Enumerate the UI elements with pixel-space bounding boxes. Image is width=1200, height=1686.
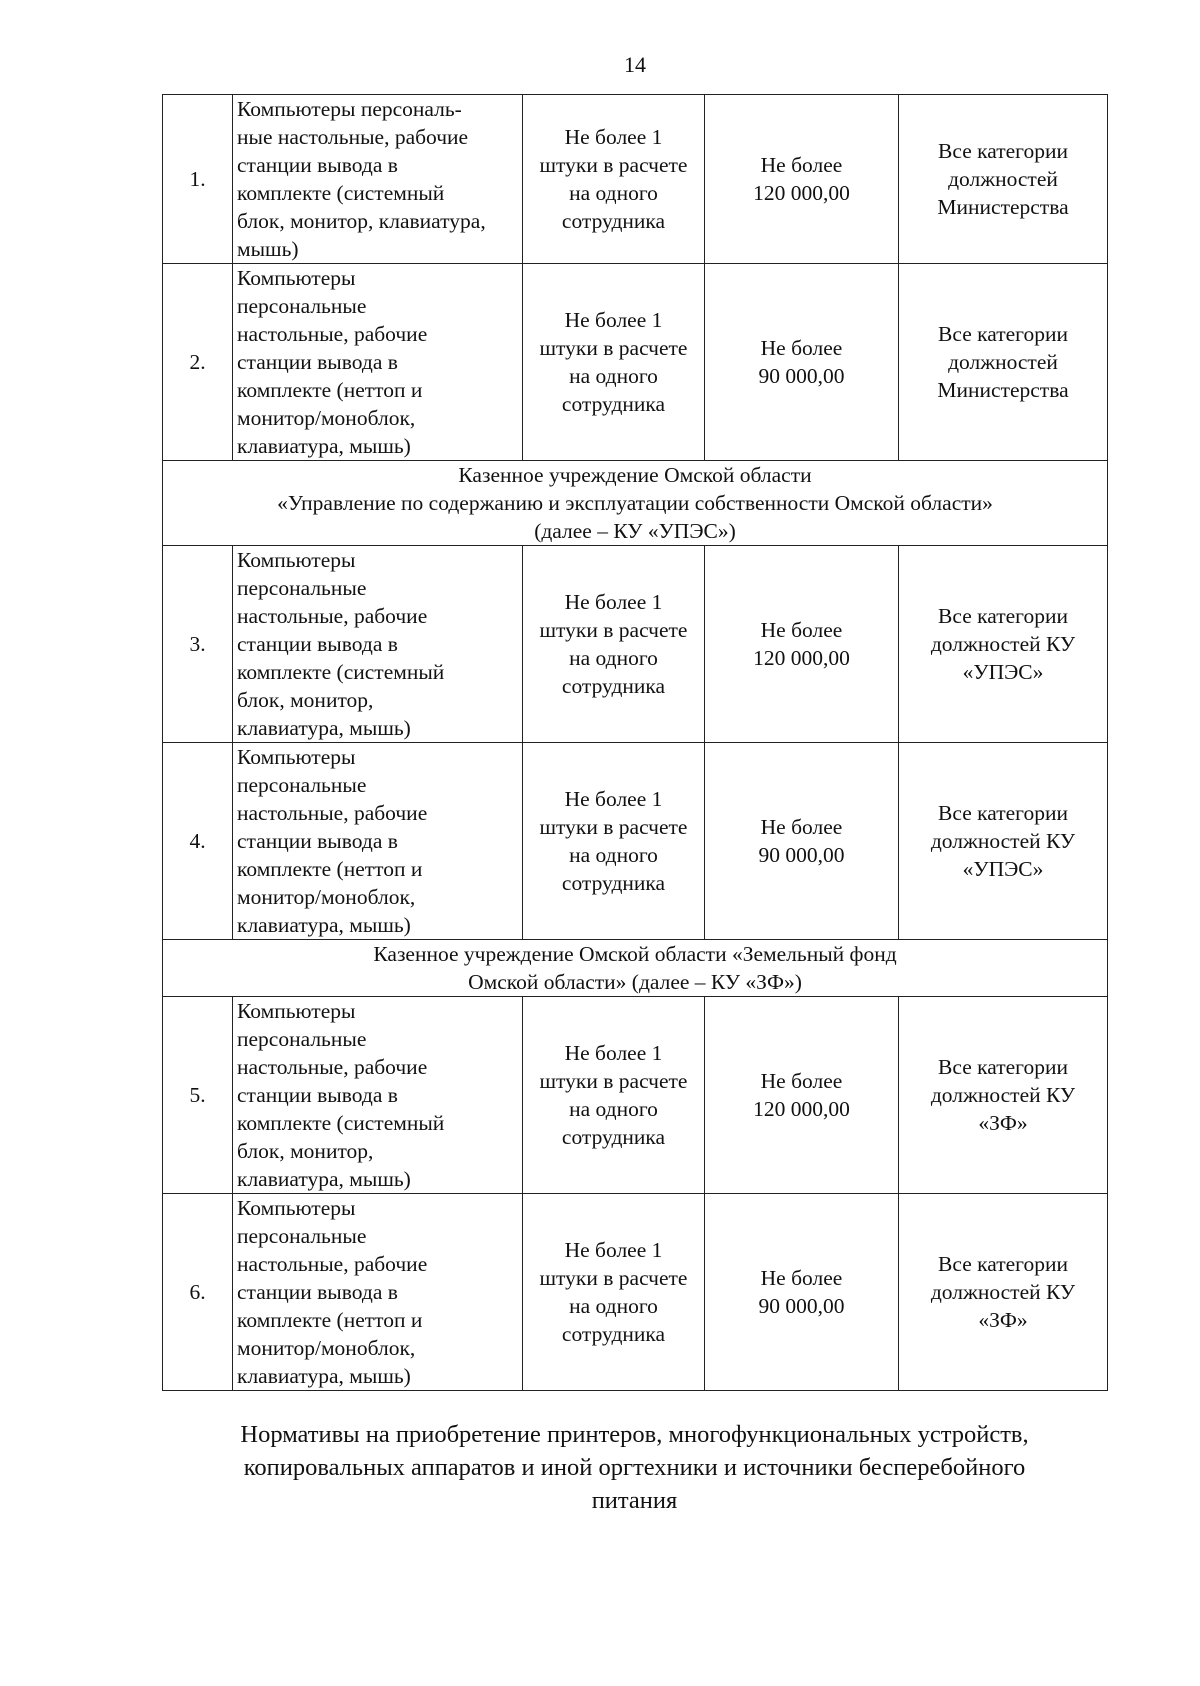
item-name: [233, 264, 523, 461]
table-row: [163, 264, 1108, 461]
item-name: [233, 95, 523, 264]
item-name-line: монитор/моноблок,: [237, 1336, 416, 1360]
item-quantity-line: на одного: [569, 1294, 658, 1318]
item-name-line: персональные: [237, 576, 367, 600]
item-price: [705, 264, 899, 461]
item-category-line: Все категории: [938, 1055, 1068, 1079]
section-title-line: Казенное учреждение Омской области: [458, 463, 812, 487]
row-number: 3.: [163, 546, 233, 743]
item-name-line: комплекте (неттоп и: [237, 378, 423, 402]
item-name-line: Компьютеры персональ-: [237, 97, 462, 121]
item-name-line: персональные: [237, 1027, 367, 1051]
item-quantity-line: штуки в расчете: [539, 153, 688, 177]
item-quantity: [523, 546, 705, 743]
item-name-line: мышь): [237, 237, 299, 261]
item-name-line: станции вывода в: [237, 829, 398, 853]
item-quantity-line: Не более 1: [564, 1238, 663, 1262]
item-name-line: комплекте (системный: [237, 660, 445, 684]
item-quantity-line: сотрудника: [561, 1125, 666, 1149]
item-quantity-line: штуки в расчете: [539, 618, 688, 642]
item-name-line: настольные, рабочие: [237, 604, 428, 628]
item-category: [899, 546, 1108, 743]
item-quantity-line: штуки в расчете: [539, 336, 688, 360]
item-price-line: 90 000,00: [758, 1294, 845, 1318]
item-category-line: Все категории: [938, 139, 1068, 163]
section-title-line: (далее – КУ «УПЭС»): [534, 519, 736, 543]
item-name-line: настольные, рабочие: [237, 801, 428, 825]
item-category-line: «ЗФ»: [978, 1111, 1028, 1135]
item-name-line: комплекте (неттоп и: [237, 1308, 423, 1332]
item-price: [705, 95, 899, 264]
item-category: [899, 264, 1108, 461]
page-number: 14: [624, 52, 646, 77]
item-quantity-line: Не более 1: [564, 308, 663, 332]
footer-heading-line: питания: [591, 1487, 678, 1514]
item-price-line: 120 000,00: [753, 181, 850, 205]
item-name-line: Компьютеры: [237, 1196, 356, 1220]
item-category-line: должностей: [948, 167, 1058, 191]
item-quantity-line: штуки в расчете: [539, 815, 688, 839]
row-number: 5.: [163, 997, 233, 1194]
item-price-line: 90 000,00: [758, 843, 845, 867]
norms-table: [162, 94, 1108, 1391]
item-category-line: «ЗФ»: [978, 1308, 1028, 1332]
footer-heading-line: копировальных аппаратов и иной оргтехники и источники бесперебойного: [243, 1454, 1026, 1481]
item-category-line: должностей КУ: [930, 1083, 1076, 1107]
item-name-line: ные настольные, рабочие: [237, 125, 469, 149]
item-quantity-line: сотрудника: [561, 1322, 666, 1346]
item-name-line: блок, монитор,: [237, 1139, 374, 1163]
item-quantity: [523, 997, 705, 1194]
item-name-line: комплекте (системный: [237, 181, 445, 205]
table-row: [163, 546, 1108, 743]
table-body: [163, 95, 1108, 1391]
item-name-line: персональные: [237, 1224, 367, 1248]
item-quantity: [523, 95, 705, 264]
item-quantity-line: Не более 1: [564, 787, 663, 811]
item-quantity-line: на одного: [569, 181, 658, 205]
item-category: [899, 997, 1108, 1194]
footer-heading-line: Нормативы на приобретение принтеров, многофункциональных устройств,: [240, 1421, 1029, 1448]
item-name-line: настольные, рабочие: [237, 322, 428, 346]
item-name-line: комплекте (системный: [237, 1111, 445, 1135]
item-category-line: должностей КУ: [930, 829, 1076, 853]
item-price-line: Не более: [760, 336, 843, 360]
item-quantity-line: Не более 1: [564, 1041, 663, 1065]
item-name-line: клавиатура, мышь): [237, 1364, 411, 1388]
row-number: 4.: [163, 743, 233, 940]
item-quantity: [523, 743, 705, 940]
section-title-line: «Управление по содержанию и эксплуатации собственности Омской области»: [277, 491, 993, 515]
item-name-line: Компьютеры: [237, 999, 356, 1023]
item-category-line: Все категории: [938, 604, 1068, 628]
item-name-line: комплекте (неттоп и: [237, 857, 423, 881]
footer-heading: [162, 1418, 1107, 1517]
item-quantity-line: штуки в расчете: [539, 1266, 688, 1290]
item-quantity-line: Не более 1: [564, 590, 663, 614]
item-quantity-line: Не более 1: [564, 125, 663, 149]
item-category-line: должностей КУ: [930, 1280, 1076, 1304]
item-quantity-line: сотрудника: [561, 209, 666, 233]
item-price-line: Не более: [760, 815, 843, 839]
table-row: [163, 95, 1108, 264]
table-section-row: [163, 940, 1108, 997]
item-quantity-line: штуки в расчете: [539, 1069, 688, 1093]
item-name: [233, 546, 523, 743]
item-quantity-line: на одного: [569, 364, 658, 388]
table-row: [163, 1194, 1108, 1391]
item-quantity: [523, 264, 705, 461]
item-price: [705, 546, 899, 743]
item-price: [705, 743, 899, 940]
row-number: 2.: [163, 264, 233, 461]
item-name-line: станции вывода в: [237, 1280, 398, 1304]
item-quantity-line: на одного: [569, 1097, 658, 1121]
table-row: [163, 997, 1108, 1194]
item-price-line: Не более: [760, 1266, 843, 1290]
item-price: [705, 1194, 899, 1391]
item-name-line: настольные, рабочие: [237, 1252, 428, 1276]
item-price-line: 90 000,00: [758, 364, 845, 388]
row-number: 1.: [163, 95, 233, 264]
item-name-line: станции вывода в: [237, 153, 398, 177]
item-category-line: «УПЭС»: [962, 660, 1044, 684]
item-name-line: клавиатура, мышь): [237, 716, 411, 740]
item-name-line: персональные: [237, 773, 367, 797]
item-name-line: блок, монитор,: [237, 688, 374, 712]
item-name: [233, 1194, 523, 1391]
item-quantity-line: на одного: [569, 843, 658, 867]
item-quantity-line: сотрудника: [561, 674, 666, 698]
item-price-line: 120 000,00: [753, 1097, 850, 1121]
item-name-line: Компьютеры: [237, 548, 356, 572]
item-name-line: станции вывода в: [237, 1083, 398, 1107]
item-category: [899, 1194, 1108, 1391]
item-name-line: клавиатура, мышь): [237, 913, 411, 937]
item-name-line: блок, монитор, клавиатура,: [237, 209, 486, 233]
section-title-line: Омской области» (далее – КУ «ЗФ»): [468, 970, 802, 994]
item-quantity-line: сотрудника: [561, 392, 666, 416]
section-title: [163, 461, 1108, 546]
item-name-line: Компьютеры: [237, 745, 356, 769]
item-category-line: «УПЭС»: [962, 857, 1044, 881]
item-quantity-line: сотрудника: [561, 871, 666, 895]
item-category: [899, 743, 1108, 940]
item-name-line: персональные: [237, 294, 367, 318]
item-price-line: Не более: [760, 1069, 843, 1093]
item-category-line: Министерства: [937, 378, 1069, 402]
table-section-row: [163, 461, 1108, 546]
item-category-line: Министерства: [937, 195, 1069, 219]
item-name-line: клавиатура, мышь): [237, 1167, 411, 1191]
item-category-line: Все категории: [938, 1252, 1068, 1276]
item-category-line: должностей: [948, 350, 1058, 374]
row-number: 6.: [163, 1194, 233, 1391]
item-category-line: должностей КУ: [930, 632, 1076, 656]
item-price: [705, 997, 899, 1194]
item-quantity: [523, 1194, 705, 1391]
table-row: [163, 743, 1108, 940]
item-name-line: станции вывода в: [237, 632, 398, 656]
item-name-line: монитор/моноблок,: [237, 885, 416, 909]
item-price-line: 120 000,00: [753, 646, 850, 670]
item-name: [233, 743, 523, 940]
item-name-line: Компьютеры: [237, 266, 356, 290]
item-category: [899, 95, 1108, 264]
section-title: [163, 940, 1108, 997]
item-category-line: Все категории: [938, 322, 1068, 346]
section-title-line: Казенное учреждение Омской области «Земельный фонд: [373, 942, 897, 966]
item-name-line: станции вывода в: [237, 350, 398, 374]
item-name-line: клавиатура, мышь): [237, 434, 411, 458]
item-price-line: Не более: [760, 618, 843, 642]
item-price-line: Не более: [760, 153, 843, 177]
item-name: [233, 997, 523, 1194]
item-name-line: настольные, рабочие: [237, 1055, 428, 1079]
item-quantity-line: на одного: [569, 646, 658, 670]
item-category-line: Все категории: [938, 801, 1068, 825]
item-name-line: монитор/моноблок,: [237, 406, 416, 430]
